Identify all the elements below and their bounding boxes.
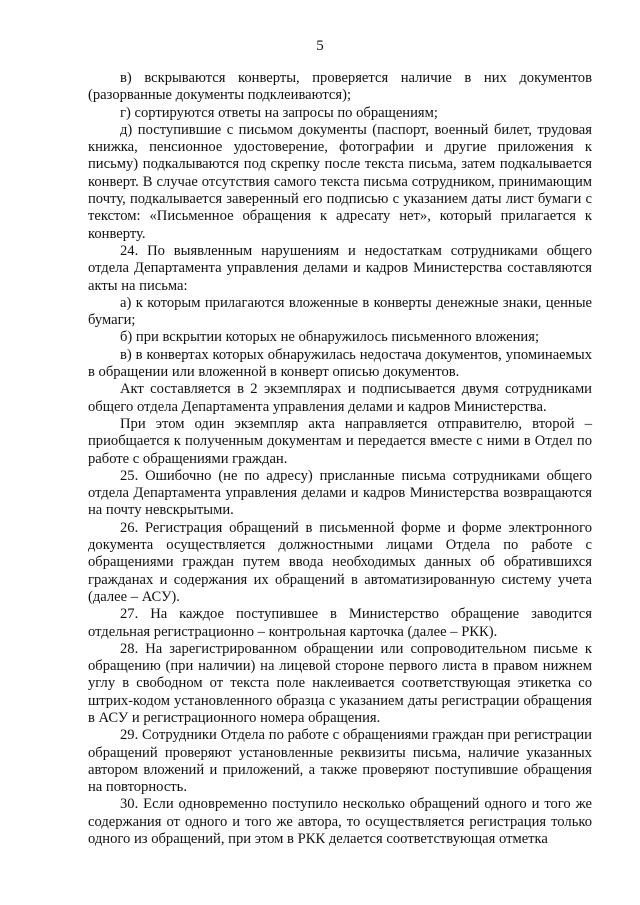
paragraph-24-v: в) в конвертах которых обнаружилась недостача документов, упоминаемых в обращении или вложенной в конверт описью документов. [88,346,592,381]
paragraph-26: 26. Регистрация обращений в письменной форме и форме электронного документа осуществляется должностными лицами Отдела по работе с обращениями граждан путем ввода необходимых данных об обратившихся гражданах и содержания их обращений в автоматизированную систему учета (далее – АСУ). [88,519,592,605]
paragraph-27: 27. На каждое поступившее в Министерство обращение заводится отдельная регистрационно – контрольная карточка (далее – РКК). [88,606,592,640]
paragraph-24-b: б) при вскрытии которых не обнаружилось письменного вложения; [120,329,539,346]
paragraph-29: 29. Сотрудники Отдела по работе с обращениями граждан при регистрации обращений проверяют установленные реквизиты письма, наличие указанных автором вложений и приложений, а также проверяют поступившие обращения на повторность. [88,727,592,796]
paragraph-24: 24. По выявленным нарушениям и недостаткам сотрудниками общего отдела Департамента управления делами и кадров Министерства составляются акты на письма: [88,242,592,294]
paragraph-24-a: а) к которым прилагаются вложенные в конверты денежные знаки, ценные бумаги; [88,294,592,329]
document-body [88,70,592,848]
paragraph-28: 28. На зарегистрированном обращении или сопроводительном письме к обращению (при наличии) на лицевой стороне первого листа в правом нижнем углу в свободном от текста поле наклеивается соответствующая этикетка со штрих-кодом установленного образца с указанием даты регистрации обращения в АСУ и регистрационного номера обращения. [88,640,592,726]
paragraph-30: 30. Если одновременно поступило несколько обращений одного и того же содержания от одного и того же автора, то осуществляется регистрация только одного из обращений, при этом в РКК делается соответствующая отметка [88,796,592,848]
paragraph-act-copy: При этом один экземпляр акта направляется отправителю, второй – приобщается к полученным документам и передается вместе с ними в Отдел по работе с обращениями граждан. [88,415,592,467]
paragraph-v: в) вскрываются конверты, проверяется наличие в них документов (разорванные документы подклеиваются); [88,70,592,104]
paragraph-act: Акт составляется в 2 экземплярах и подписывается двумя сотрудниками общего отдела Департамента управления делами и кадров Министерства. [88,381,592,415]
paragraph-d: д) поступившие с письмом документы (паспорт, военный билет, трудовая книжка, пенсионное удостоверение, фотографии и другие приложения к письму) подкалываются под скрепку после текста письма, затем подкалывается конверт. В случае отсутствия самого текста письма сотрудником, принимающим почту, подкалывается заверенный его подписью с указанием даты лист бумаги с текстом: «Письменное обращения к адресату нет», который прилагается к конверту. [88,121,592,242]
page-number: 5 [316,38,324,54]
paragraph-25: 25. Ошибочно (не по адресу) присланные письма сотрудниками общего отдела Департамента управления делами и кадров Министерства возвращаются на почту невскрытыми. [88,467,592,519]
paragraph-g: г) сортируются ответы на запросы по обращениям; [120,104,438,121]
